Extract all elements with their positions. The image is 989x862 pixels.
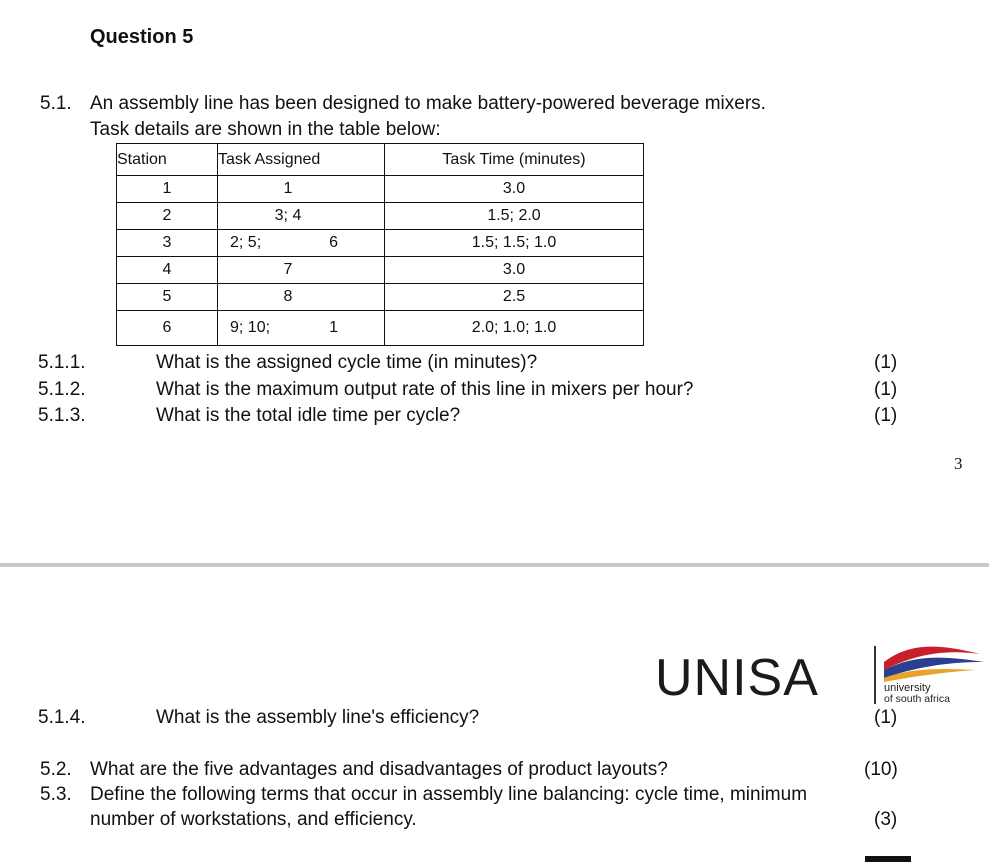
- logo-line1: university: [884, 682, 931, 694]
- sub-question-text: What is the assigned cycle time (in minutes)?: [156, 352, 538, 373]
- q52-text: What are the five advantages and disadvantages of product layouts?: [90, 759, 668, 780]
- sub-question-marks: (1): [874, 379, 898, 400]
- task-cell: [218, 230, 385, 257]
- q53-line2: number of workstations, and efficiency.: [90, 809, 417, 830]
- time-cell: 1.5; 2.0: [385, 203, 644, 230]
- sub-question-text: What is the assembly line's efficiency?: [156, 707, 480, 728]
- sub-question-text: What is the maximum output rate of this line in mixers per hour?: [156, 379, 694, 400]
- task-a: 1: [283, 180, 293, 197]
- sub-question-number: 5.1.3.: [38, 405, 86, 426]
- task-a: 2; 5;: [230, 234, 262, 251]
- task-a: 9; 10;: [230, 319, 271, 336]
- station-cell: 4: [117, 257, 218, 284]
- logo-subtitle: [884, 683, 950, 705]
- q51-line2: Task details are shown in the table below:: [90, 119, 441, 140]
- logo-line2: of south africa: [884, 693, 950, 705]
- task-table: [116, 143, 644, 346]
- task-a: 7: [283, 261, 293, 278]
- table-header-row: [117, 144, 644, 176]
- q53-line1: Define the following terms that occur in assembly line balancing: cycle time, minimum: [90, 784, 808, 805]
- q51-line1: An assembly line has been designed to make battery-powered beverage mixers.: [90, 93, 766, 114]
- sub-question-marks: (1): [874, 405, 898, 426]
- station-cell: 2: [117, 203, 218, 230]
- station-cell: 5: [117, 284, 218, 311]
- time-cell: 2.5: [385, 284, 644, 311]
- station-cell: 6: [117, 311, 218, 346]
- task-cell: [218, 284, 385, 311]
- header-task-time: Task Time (minutes): [385, 144, 644, 176]
- logo-divider: [874, 646, 876, 704]
- page-divider: [0, 563, 989, 567]
- sub-question-number: 5.1.4.: [38, 707, 86, 728]
- sub-question-marks: (1): [874, 707, 898, 728]
- task-a: 8: [283, 288, 293, 305]
- q51-number: 5.1.: [40, 93, 72, 114]
- table-row: [117, 311, 644, 346]
- q53-number: 5.3.: [40, 784, 72, 805]
- q52-number: 5.2.: [40, 759, 72, 780]
- time-cell: 2.0; 1.0; 1.0: [385, 311, 644, 346]
- task-cell: [218, 203, 385, 230]
- table-row: [117, 176, 644, 203]
- cropped-total-marks: [865, 856, 911, 862]
- unisa-flag-icon: [880, 640, 986, 682]
- table-row: [117, 203, 644, 230]
- sub-question-marks: (1): [874, 352, 898, 373]
- task-b: 6: [329, 234, 338, 251]
- task-cell: [218, 311, 385, 346]
- table-row: [117, 257, 644, 284]
- time-cell: 1.5; 1.5; 1.0: [385, 230, 644, 257]
- sub-question-number: 5.1.2.: [38, 379, 86, 400]
- table-row: [117, 230, 644, 257]
- task-a: 3; 4: [274, 207, 302, 224]
- time-cell: 3.0: [385, 257, 644, 284]
- q52-marks: (10): [864, 759, 898, 780]
- task-b: 1: [329, 319, 338, 336]
- sub-question-number: 5.1.1.: [38, 352, 86, 373]
- sub-question-text: What is the total idle time per cycle?: [156, 405, 461, 426]
- task-cell: [218, 257, 385, 284]
- q53-marks: (3): [874, 809, 898, 830]
- unisa-wordmark: UNISA: [655, 649, 819, 707]
- station-cell: 1: [117, 176, 218, 203]
- header-station: Station: [117, 144, 218, 176]
- page-number: 3: [954, 454, 963, 473]
- header-task-assigned: Task Assigned: [218, 144, 385, 176]
- task-cell: [218, 176, 385, 203]
- table-row: [117, 284, 644, 311]
- station-cell: 3: [117, 230, 218, 257]
- question-heading: Question 5: [90, 26, 194, 48]
- time-cell: 3.0: [385, 176, 644, 203]
